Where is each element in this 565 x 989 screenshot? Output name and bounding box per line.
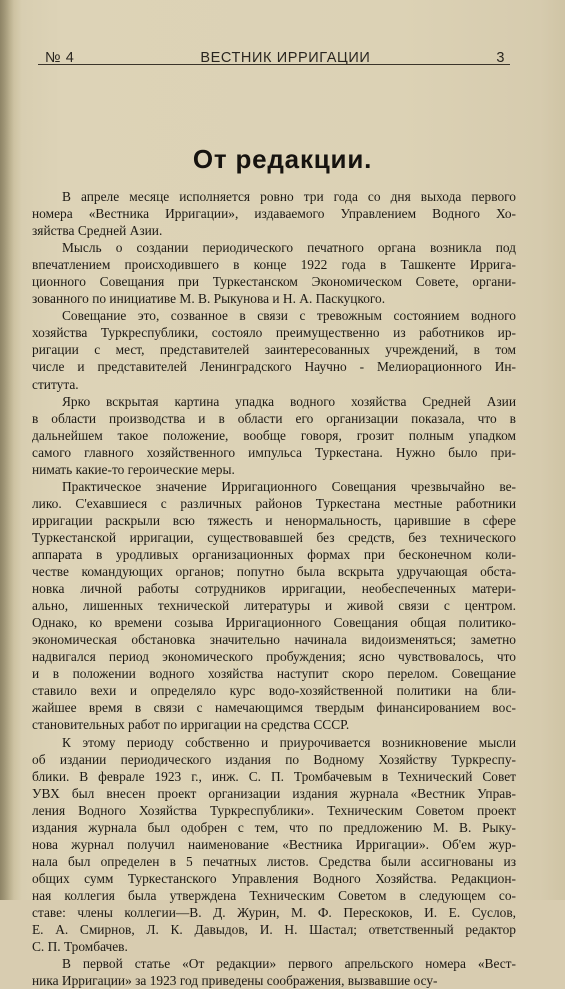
- text-line: зяйства Средней Азии.: [32, 223, 163, 239]
- text-line: номера «Вестника Ирригации», издаваемого Управлением Водного Хо-: [32, 206, 516, 222]
- text-line: ально, лишенных технической литературы и живой связи с центром.: [32, 598, 516, 614]
- text-line: аппарата в уродливых организационных формах при бесконечном коли-: [32, 546, 516, 562]
- text-line: нала был определен в 5 печатных листов. Средства были ассигнованы из: [32, 853, 516, 869]
- paragraph: [32, 307, 516, 392]
- text-line: надвигался период экономического пробуждения; ясно чувствовалось, что: [32, 649, 516, 665]
- text-line: ставе: члены коллегии—В. Д. Журин, М. Ф. Перескоков, И. Е. Суслов,: [32, 904, 516, 920]
- text-line: хозяйства Туркреспублики, состояло преимущественно из работников ир-: [32, 325, 516, 341]
- paragraph: [32, 478, 516, 734]
- paragraph: [32, 393, 516, 478]
- text-line: издания журнала был одобрен с тем, что по предложению М. В. Рыку-: [32, 819, 516, 835]
- text-line: в области производства и в области его организации показала, что в: [32, 410, 516, 426]
- article-body: [32, 188, 516, 989]
- text-line: Практическое значение Ирригационного Совещания чрезвычайно ве-: [62, 478, 516, 494]
- text-line: ника Ирригации» за 1923 год приведены соображения, вызвавшие осу-: [32, 973, 438, 989]
- text-line: впечатлением происходившего в конце 1922 года в Ташкенте Ирригa-: [32, 257, 516, 273]
- text-line: Мысль о создании периодического печатного органа возникла под: [62, 240, 516, 256]
- text-line: об издании периодического издания по Водному Хозяйству Туркреспу-: [32, 751, 516, 767]
- text-line: числе и представителей Ленинградского Научно - Мелиорационного Ин-: [32, 359, 516, 375]
- text-line: В первой статье «От редакции» первого апрельского номера «Вест-: [62, 956, 516, 972]
- text-line: УВХ был внесен проект организации издания журнала «Вестник Управ-: [32, 785, 516, 801]
- text-line: Однако, ко времени созыва Ирригационного Совещания общая политико-: [32, 615, 516, 631]
- issue-number: № 4: [45, 50, 75, 66]
- text-line: К этому периоду собственно и приурочивается возникновение мысли: [62, 734, 516, 750]
- text-line: зованного по инициативе М. В. Рыкунова и Н. А. Паскуцкого.: [32, 291, 386, 307]
- text-line: С. П. Тромбачев.: [32, 939, 128, 955]
- text-line: нимать какие-то героические меры.: [32, 461, 235, 477]
- text-line: ная коллегия была утверждена Техническим Советом в следующем со-: [32, 887, 516, 903]
- text-line: ставило вехи и определяло курс водо-хозяйственной политики на бли-: [32, 683, 516, 699]
- text-line: Ярко вскрытая картина упадка водного хозяйства Средней Азии: [62, 393, 516, 409]
- article-title: От редакции.: [192, 144, 373, 174]
- text-line: ционного Совещания при Туркестанском Экономическом Совете, органи-: [32, 274, 516, 290]
- binding-shadow: [0, 0, 14, 900]
- paragraph: [32, 239, 516, 307]
- text-line: ления Водного Хозяйства Туркреспублики». Техническим Советом проект: [32, 802, 516, 818]
- header-rule: [38, 64, 510, 65]
- page-number: 3: [496, 50, 505, 66]
- paragraph: [32, 955, 516, 989]
- text-line: новка личной работы сотрудников ирригации, необеспеченных матери-: [32, 581, 516, 597]
- text-line: нова журнал получил наименование «Вестника Ирригации». Об'ем жур-: [32, 836, 516, 852]
- text-line: самого главного хозяйственного импульса Туркестана. Нужно было при-: [32, 444, 516, 460]
- text-line: ригации с мест, представителей заинтересованных учреждений, в том: [32, 342, 516, 358]
- text-line: и в положении водного хозяйства наступит скоро перелом. Совещание: [32, 666, 516, 682]
- text-line: В апреле месяце исполняется ровно три года со дня выхода первого: [62, 189, 516, 204]
- text-line: экономическая обстановка значительно начинала видоизменяться; заметно: [32, 632, 516, 648]
- paragraph: [32, 734, 516, 956]
- text-line: ирригации раскрыли всю тяжесть и ненормальность, царившие в сфере: [32, 512, 516, 528]
- text-line: Туркестанской ирригации, существовавшей без средств, без технического: [32, 529, 516, 545]
- text-line: жайшее время в связи с намечающимся твердым финансированием вос-: [32, 700, 516, 716]
- journal-name: ВЕСТНИК ИРРИГАЦИИ: [200, 50, 371, 66]
- text-line: блики. В феврале 1923 г., инж. С. П. Тромбачевым в Технический Совет: [32, 768, 516, 784]
- text-line: дальнейшем такое положение, вообще говоря, грозит полным упадком: [32, 427, 516, 443]
- text-line: лико. С'ехавшиеся с различных районов Туркестана местные работники: [32, 495, 516, 511]
- paragraph: [32, 188, 516, 239]
- text-line: общих сумм Туркестанского Управления Водного Хозяйства. Редакцион-: [32, 870, 516, 886]
- text-line: становительных работ по ирригации на средства СССР.: [32, 717, 350, 733]
- running-header: [45, 40, 505, 66]
- text-line: честве командующих органов; попутно была вскрыта удручающая обста-: [32, 564, 516, 580]
- text-line: Е. А. Смирнов, Л. К. Давыдов, И. Н. Шастал; ответственный редактор: [32, 922, 516, 938]
- text-line: Совещание это, созванное в связи с тревожным состоянием водного: [62, 308, 516, 324]
- text-line: ститута.: [32, 376, 79, 392]
